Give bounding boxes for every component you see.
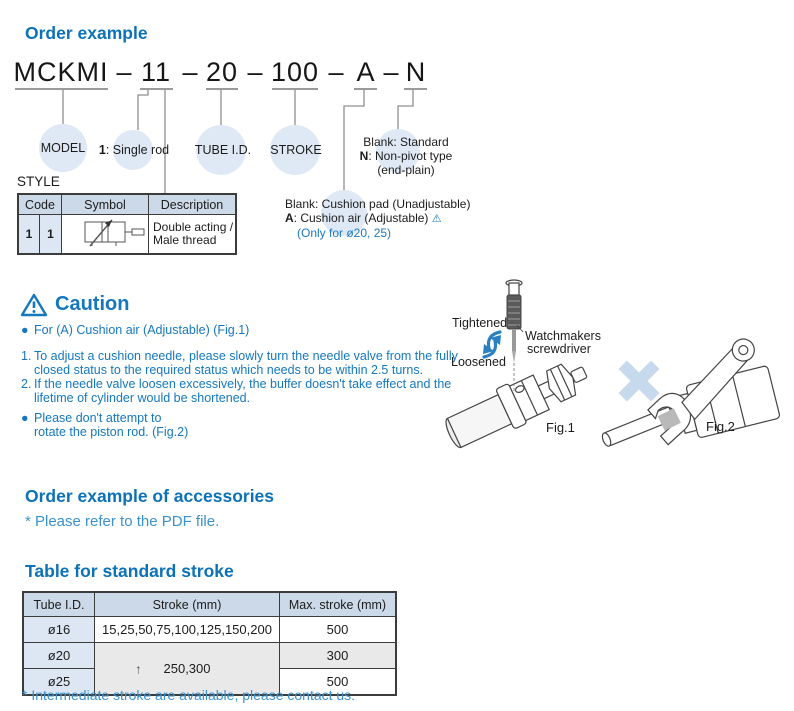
- caution-item-3: [21, 378, 451, 405]
- pivot-line-1: Blank: Standard: [363, 135, 449, 149]
- code-segment-model: MCKMI: [13, 57, 109, 87]
- code-segment-style: 11: [140, 57, 172, 87]
- cushion-line-2: A: Cushion air (Adjustable) ⚠: [285, 211, 442, 225]
- style-header-description: Description: [149, 194, 237, 215]
- caution-text: If the needle valve loosen excessively, the buffer doesn't take effect and the: [34, 377, 452, 391]
- merged-stroke-value: 250,300: [163, 661, 211, 676]
- code-segment-tube: 20: [205, 57, 239, 87]
- code-underline: [206, 88, 238, 90]
- loosened-label: Loosened: [451, 355, 506, 369]
- caution-text: To adjust a cushion needle, please slowly turn the needle valve from the fully: [34, 349, 458, 363]
- code-segment-cushion: A: [356, 57, 376, 87]
- style-table-row: [18, 215, 236, 255]
- fig2-caption: Fig.2: [706, 419, 735, 434]
- order-example-title: Order example: [25, 23, 148, 43]
- up-arrow-icon: ↑: [135, 661, 142, 676]
- caution-triangle-icon: [20, 293, 48, 318]
- stroke-label: STROKE: [270, 143, 322, 157]
- cushion-option-label: [285, 197, 470, 240]
- caution-item-1: [21, 324, 249, 338]
- stroke-header-stroke: Stroke (mm): [95, 592, 280, 617]
- item-number: 1.: [21, 349, 32, 363]
- item-number: 2.: [21, 377, 32, 391]
- screwdriver-illustration: [506, 280, 523, 393]
- stroke-row-16: [23, 617, 396, 643]
- caution-text: rotate the piston rod. (Fig.2): [34, 424, 189, 439]
- tube-id-value: ø25: [23, 669, 95, 696]
- stroke-values: 15,25,50,75,100,125,150,200: [95, 617, 280, 643]
- code-dash: –: [116, 57, 132, 87]
- style-symbol-cell: [62, 215, 149, 255]
- watchmakers-label-line2: screwdriver: [527, 342, 591, 356]
- max-stroke-value: 500: [280, 617, 397, 643]
- stroke-table-title: Table for standard stroke: [25, 561, 234, 581]
- rotation-arrows-icon: [483, 332, 501, 357]
- stroke-header-tube: Tube I.D.: [23, 592, 95, 617]
- max-stroke-value: 300: [280, 643, 397, 669]
- code-underline: [354, 88, 377, 90]
- style-header-code: Code: [18, 194, 62, 215]
- style-table: [17, 193, 237, 255]
- code-segment-pivot: N: [405, 57, 427, 87]
- stroke-row-20: [23, 643, 396, 669]
- x-mark: [618, 360, 659, 401]
- tube-id-value: ø16: [23, 617, 95, 643]
- code-dash: –: [383, 57, 399, 87]
- code-underline: [404, 88, 427, 90]
- stroke-header-row: [23, 592, 396, 617]
- stroke-header-max: Max. stroke (mm): [280, 592, 397, 617]
- tube-id-value: ø20: [23, 643, 95, 669]
- accessories-note: * Please refer to the PDF file.: [25, 513, 220, 530]
- single-rod-label: 1: Single rod: [98, 143, 170, 157]
- code-underline: [272, 88, 318, 90]
- bullet-icon: ●: [21, 411, 29, 425]
- pivot-type-label: [348, 135, 464, 177]
- caution-text: closed status to the required status which needs to be within 2.5 turns.: [34, 362, 424, 377]
- cylinder-schematic-icon: [62, 215, 148, 250]
- style-code-1: 1: [18, 215, 40, 255]
- code-dash: –: [247, 57, 263, 87]
- caution-title: Caution: [55, 293, 130, 315]
- style-desc-line1: Double acting /: [153, 219, 234, 234]
- max-stroke-value: 500: [280, 669, 397, 696]
- warning-icon: ⚠: [431, 213, 442, 225]
- caution-item-4: [21, 412, 188, 439]
- tightened-label: Tightened: [452, 316, 508, 330]
- code-dash: –: [328, 57, 344, 87]
- cushion-line-3: (Only for ø20, 25): [297, 226, 392, 240]
- code-segment-stroke: 100: [270, 57, 320, 87]
- code-dash: –: [182, 57, 198, 87]
- caution-text: Please don't attempt to: [34, 411, 162, 425]
- fig1-caption: Fig.1: [546, 420, 575, 435]
- style-table-header-row: [18, 194, 236, 215]
- style-caption: STYLE: [17, 174, 60, 189]
- model-label: MODEL: [40, 141, 86, 155]
- caution-text: lifetime of cylinder would be shortened.: [34, 390, 251, 405]
- style-header-symbol: Symbol: [62, 194, 149, 215]
- style-description-cell: [149, 215, 237, 255]
- caution-text: For (A) Cushion air (Adjustable) (Fig.1): [34, 323, 250, 337]
- stroke-table: [22, 591, 397, 696]
- style-desc-line2: Male thread: [153, 233, 217, 247]
- accessories-title: Order example of accessories: [25, 486, 275, 506]
- stroke-footnote: * Intermediate stroke are available, please contact us.: [22, 687, 356, 703]
- pivot-line-3: (end-plain): [377, 163, 435, 177]
- code-underline: [15, 88, 108, 90]
- cushion-line-1: Blank: Cushion pad (Unadjustable): [285, 197, 471, 211]
- caution-item-2: [21, 350, 458, 377]
- tube-id-label: TUBE I.D.: [194, 143, 252, 157]
- watchmakers-label-line1: Watchmakers: [525, 329, 601, 343]
- bullet-icon: ●: [21, 323, 29, 337]
- style-code-2: 1: [40, 215, 62, 255]
- code-underline: [140, 88, 173, 90]
- pivot-line-2: N: Non-pivot type: [359, 149, 453, 163]
